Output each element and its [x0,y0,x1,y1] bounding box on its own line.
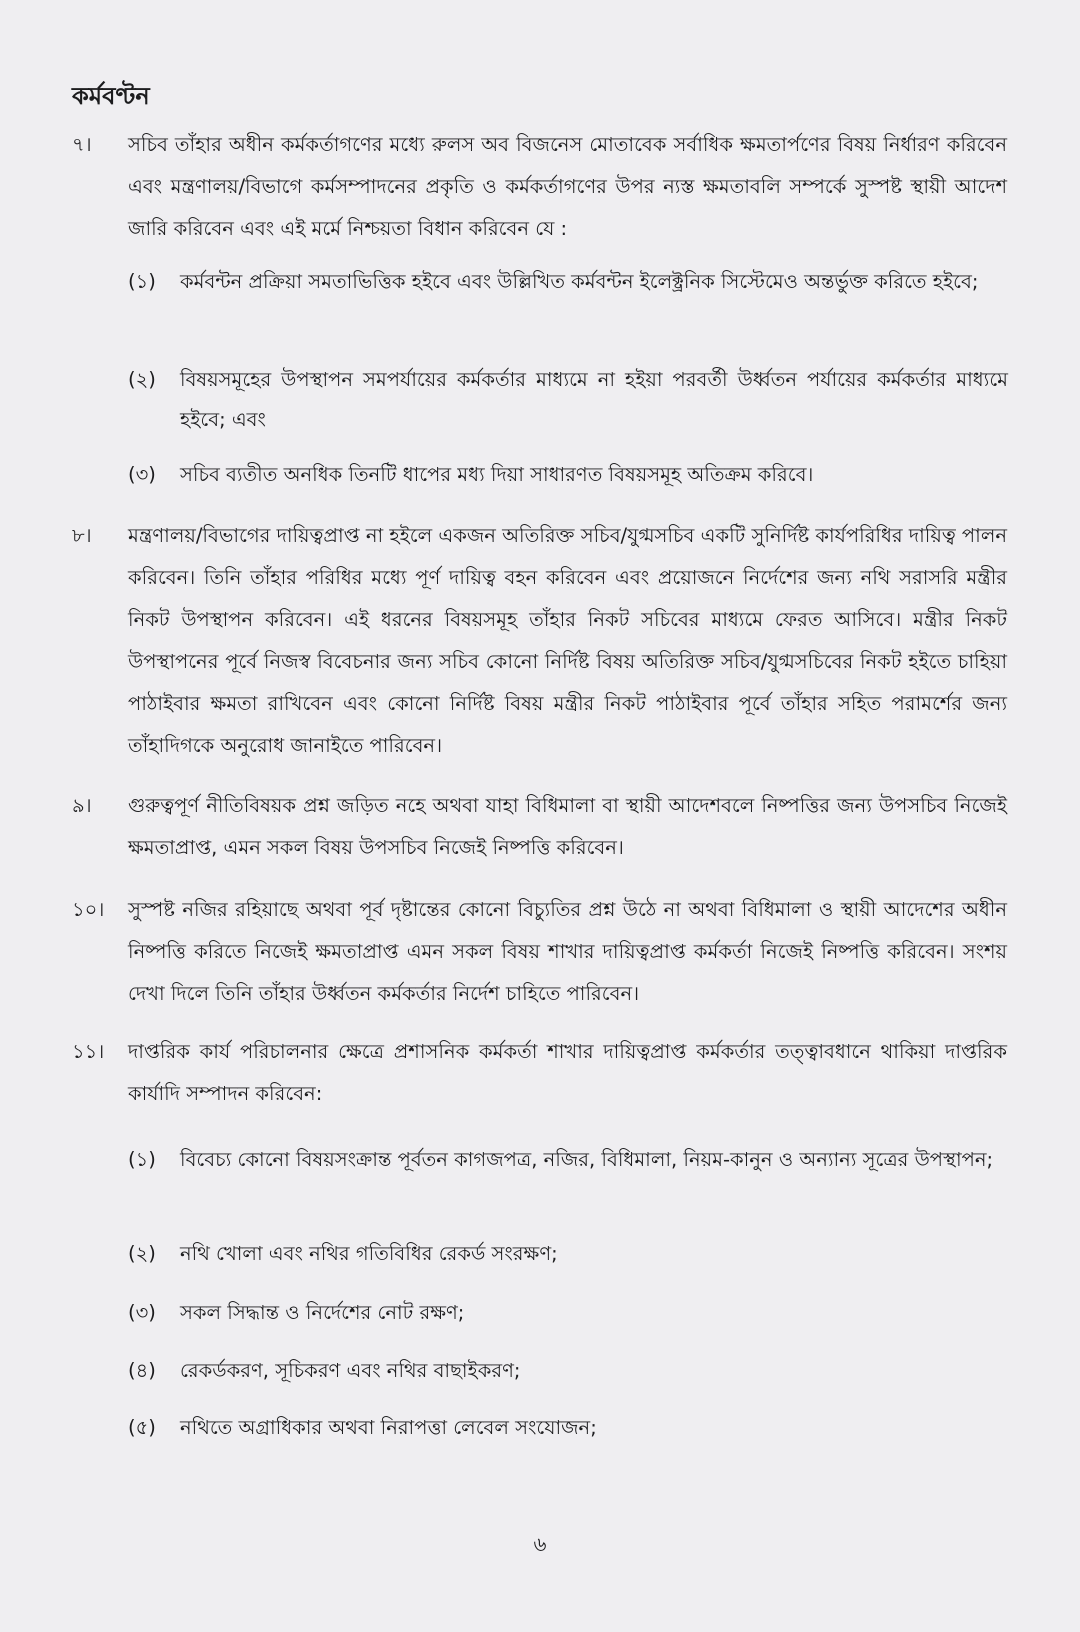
paragraph-number: ১০। [72,898,105,921]
paragraph-text: গুরুত্বপূর্ণ নীতিবিষয়ক প্রশ্ন জড়িত নহে অথবা যাহা বিধিমালা বা স্থায়ী আদেশবলে নিষ্পত্তির জন্য উপসচিব নিজেই ক্ষমতাপ্রাপ্ত, এমন সকল বিষয় উপসচিব নিজেই নিষ্পত্তি করিবেন। [128,794,1007,859]
paragraph-text: সুস্পষ্ট নজির রহিয়াছে অথবা পূর্ব দৃষ্টান্তের কোনো বিচ্যুতির প্রশ্ন উঠে না অথবা বিধিমালা ও স্থায়ী আদেশের অধীন নিষ্পত্তি করিতে নিজেই ক্ষমতাপ্রাপ্ত এমন সকল বিষয় শাখার দায়িত্বপ্রাপ্ত কর্মকর্তা নিজেই নিষ্পত্তি করিবেন। সংশয় দেখা দিলে তিনি তাঁহার উর্ধ্বতন কর্মকর্তার নির্দেশ চাহিতে পারিবেন। [128,898,1007,1005]
item-text: সকল সিদ্ধান্ত ও নির্দেশের নোট রক্ষণ; [180,1301,465,1324]
item-number: (৩) [128,1301,156,1324]
item-text: কর্মবন্টন প্রক্রিয়া সমতাভিত্তিক হইবে এবং উল্লিখিত কর্মবন্টন ইলেক্ট্রনিক সিস্টেমেও অন্তর্ভুক্ত করিতে হইবে; [180,270,979,293]
item-text: নথিতে অগ্রাধিকার অথবা নিরাপত্তা লেবেল সংযোজন; [180,1416,597,1439]
item-number: (৪) [128,1359,156,1382]
list-item [128,360,1008,440]
list-item [128,1234,1008,1274]
list-item [128,1293,1008,1333]
paragraph-text: মন্ত্রণালয়/বিভাগের দায়িত্বপ্রাপ্ত না হইলে একজন অতিরিক্ত সচিব/যুগ্মসচিব একটি সুনির্দিষ্ট কার্যপরিধির দায়িত্ব পালন করিবেন। তিনি তাঁহার পরিধির মধ্যে পূর্ণ দায়িত্ব বহন করিবেন এবং প্রয়োজনে নির্দেশের জন্য নথি সরাসরি মন্ত্রীর নিকট উপস্থাপন করিবেন। এই ধরনের বিষয়সমূহ তাঁহার নিকট সচিবের মাধ্যমে ফেরত আসিবে। মন্ত্রীর নিকট উপস্থাপনের পূর্বে নিজস্ব বিবেচনার জন্য সচিব কোনো নির্দিষ্ট বিষয় অতিরিক্ত সচিব/যুগ্মসচিবের নিকট হইতে চাহিয়া পাঠাইবার ক্ষমতা রাখিবেন এবং কোনো নির্দিষ্ট বিষয় মন্ত্রীর নিকট পাঠাইবার পূর্বে তাঁহার সহিত পরামর্শের জন্য তাঁহাদিগকে অনুরোধ জানাইতে পারিবেন। [128,524,1007,757]
paragraph-text: সচিব তাঁহার অধীন কর্মকর্তাগণের মধ্যে রুলস অব বিজনেস মোতাবেক সর্বাধিক ক্ষমতার্পণের বিষয় নির্ধারণ করিবেন এবং মন্ত্রণালয়/বিভাগে কর্মসম্পাদনের প্রকৃতি ও কর্মকর্তাগণের উপর ন্যস্ত ক্ষমতাবলি সম্পর্কে সুস্পষ্ট স্থায়ী আদেশ জারি করিবেন এবং এই মর্মে নিশ্চয়তা বিধান করিবেন যে : [128,133,1007,240]
page-number: ৬ [533,1532,547,1556]
paragraph-7 [72,124,1007,250]
item-text: নথি খোলা এবং নথির গতিবিধির রেকর্ড সংরক্ষণ; [180,1242,558,1265]
item-number: (১) [128,270,156,293]
item-text: বিবেচ্য কোনো বিষয়সংক্রান্ত পূর্বতন কাগজপত্র, নজির, বিধিমালা, নিয়ম-কানুন ও অন্যান্য সূত্রের উপস্থাপন; [180,1148,994,1171]
list-item [128,262,1008,302]
list-item [128,455,1008,495]
section-heading: কর্মবণ্টন [72,82,150,110]
list-item [128,1408,1008,1448]
paragraph-9 [72,785,1007,869]
paragraph-number: ১১। [72,1040,105,1063]
paragraph-8 [72,515,1007,767]
paragraph-number: ৭। [72,133,92,156]
item-text: রেকর্ডকরণ, সূচিকরণ এবং নথির বাছাইকরণ; [180,1359,521,1382]
paragraph-10 [72,889,1007,1015]
paragraph-11 [72,1031,1007,1115]
item-number: (৩) [128,463,156,486]
item-number: (২) [128,368,156,391]
item-text: বিষয়সমূহের উপস্থাপন সমপর্যায়ের কর্মকর্তার মাধ্যমে না হইয়া পরবর্তী উর্ধ্বতন পর্যায়ের কর্মকর্তার মাধ্যমে হইবে; এবং [180,368,1008,431]
paragraph-text: দাপ্তরিক কার্য পরিচালনার ক্ষেত্রে প্রশাসনিক কর্মকর্তা শাখার দায়িত্বপ্রাপ্ত কর্মকর্তার তত্ত্বাবধানে থাকিয়া দাপ্তরিক কার্যাদি সম্পাদন করিবেন: [128,1040,1007,1105]
paragraph-number: ৮। [72,524,92,547]
paragraph-number: ৯। [72,794,92,817]
list-item [128,1140,1008,1180]
item-number: (২) [128,1242,156,1265]
item-number: (৫) [128,1416,156,1439]
item-text: সচিব ব্যতীত অনধিক তিনটি ধাপের মধ্য দিয়া সাধারণত বিষয়সমূহ অতিক্রম করিবে। [180,463,814,486]
item-number: (১) [128,1148,156,1171]
list-item [128,1351,1008,1391]
